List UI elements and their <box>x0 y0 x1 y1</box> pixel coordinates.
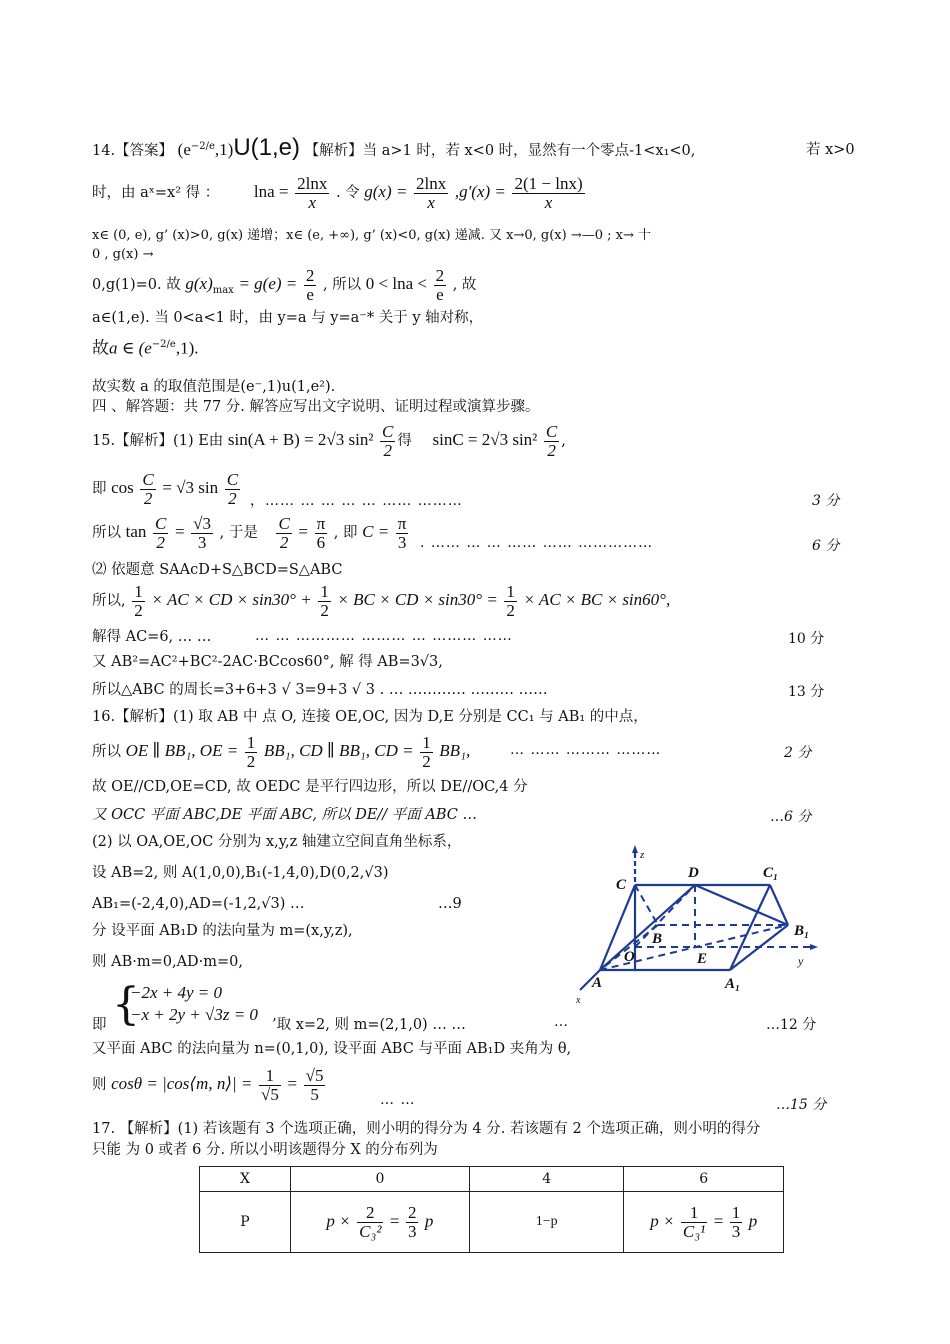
q16-half1-den: 2 <box>246 751 256 771</box>
p0-num: 2 <box>357 1204 383 1223</box>
p0-num2: 2 <box>407 1202 417 1222</box>
q16-half1 <box>245 734 258 771</box>
q15-line2 <box>92 468 242 509</box>
q14-frac4-num: 2 <box>305 265 315 285</box>
q15-two5: 2 <box>156 532 165 552</box>
p0-frac1 <box>357 1204 383 1241</box>
q15-eq5: = <box>298 522 308 541</box>
q15-solve1: 解得 AC=6, … … <box>92 629 212 645</box>
q14-frac5-den: e <box>436 284 444 304</box>
q15-six: 6 <box>316 532 326 552</box>
p0-frac2 <box>406 1204 419 1241</box>
q16-sys1: −2x + 4y = 0 <box>130 983 223 1002</box>
q14-line5-end: , 故 <box>452 277 477 293</box>
q16-frac2 <box>304 1067 326 1104</box>
q15-perimeter: 所以△ABC 的周长=3+6+3 √ 3=9+3 √ 3 . … ………… ……… …… <box>92 682 548 698</box>
q14-frac5 <box>434 267 447 304</box>
q17-line2: 只能 为 0 或者 6 分. 所以小明该题得分 X 的分布列为 <box>92 1142 438 1158</box>
q16-frac1-den: √5 <box>260 1084 279 1104</box>
q15-score3: 3 分 <box>812 493 840 509</box>
q15-half3-num: 1 <box>506 581 515 601</box>
q16-dots15: … … <box>380 1092 416 1108</box>
q15-label: 15.【解析】(1) E <box>92 433 209 449</box>
q14-line7-end: ,1). <box>175 338 199 358</box>
q16-ze: 则 <box>92 1077 107 1093</box>
q15-area-eq1: × AC × CD × sin30° + <box>151 590 312 609</box>
q14-answer-a: (e <box>177 139 191 159</box>
q14-gprime: ,g′(x) = <box>454 182 506 201</box>
q15-eq4: = <box>174 522 185 541</box>
q16-score12: …12 分 <box>766 1017 817 1033</box>
q14-answer-b: ,1) <box>214 139 234 159</box>
q14-line7-prefix: 故 <box>92 338 109 359</box>
q15-c2: C <box>545 421 558 441</box>
q15-frac-c1 <box>380 423 395 460</box>
p6-den: C₃¹ <box>682 1221 706 1241</box>
q15-pi1: π <box>316 513 326 533</box>
q15-three: 3 <box>197 532 207 552</box>
q16-half2 <box>420 734 433 771</box>
q15-area-eq3: × AC × BC × sin60°, <box>523 590 671 609</box>
p0-pre: p × <box>326 1211 351 1230</box>
table-header-row <box>200 1167 784 1192</box>
q14-line7-math: a ∈ (e <box>109 338 152 358</box>
q14-line7 <box>92 336 199 358</box>
table-cell: P <box>200 1192 291 1253</box>
q16-line6: 设 AB=2, 则 A(1,0,0),B₁(-1,4,0),D(0,2,√3) <box>92 865 389 881</box>
p6-eq: = <box>713 1211 724 1230</box>
table-cell: 0 <box>290 1167 469 1192</box>
q15-half1-num: 1 <box>134 581 143 601</box>
section-4-heading: 四 、解答题：共 77 分. 解答应写出文字说明、证明过程或演算步骤。 <box>92 399 540 415</box>
q16-cos-eq: cosθ = |cos⟨m, n⟩| = <box>111 1074 253 1093</box>
q15-half1-den: 2 <box>134 600 143 620</box>
segment-OD-dashed <box>635 885 695 947</box>
q16-line1: 16.【解析】(1) 取 AB 中 点 O, 连接 OE,OC, 因为 D,E 分别是 CC₁ 与 AB₁ 的中点， <box>92 709 648 725</box>
p0-post: p <box>424 1211 434 1230</box>
q16-sys2: −x + 2y + √3z = 0 <box>130 1005 258 1024</box>
q15-half1 <box>132 583 145 620</box>
q16-math1: OE ∥ BB₁, OE = <box>125 741 239 760</box>
p6-num2: 1 <box>731 1202 741 1222</box>
q15-frac-c3 <box>140 471 155 508</box>
q14-max-sub: max <box>212 284 234 296</box>
label-C: C <box>616 877 627 893</box>
q15-frac-c4 <box>225 471 240 508</box>
p6-frac2 <box>730 1204 743 1241</box>
q15-c1: C <box>382 421 394 441</box>
q14-tail: 若 x>0 <box>806 142 855 158</box>
q15-dots6: . …… … … …… …… …………… <box>420 535 654 551</box>
q16-frac2-num: √5 <box>305 1065 324 1085</box>
q16-eq: = <box>287 1074 298 1093</box>
q15-two1: 2 <box>383 440 392 460</box>
q15-ji: 即 <box>92 481 107 497</box>
q15-score6: 6 分 <box>812 538 840 554</box>
q16-ji: 即 <box>92 1017 107 1033</box>
q15-two6: 2 <box>279 532 289 552</box>
label-B: B <box>652 931 663 947</box>
q14-line5-so: , 所以 <box>322 277 362 293</box>
q16-half2-den: 2 <box>422 751 431 771</box>
q16-cos-line <box>92 1064 327 1105</box>
q15-de: 得 <box>397 433 412 449</box>
q15-score13: 13 分 <box>788 684 825 700</box>
p6-pre: p × <box>650 1211 675 1230</box>
q14-lna: lna = <box>253 182 289 201</box>
q15-two2: 2 <box>547 440 556 460</box>
q16-half1-num: 1 <box>246 732 256 752</box>
q14-line2 <box>92 172 587 213</box>
q14-line5-eq: = g(e) = <box>238 274 298 293</box>
q14-frac3 <box>512 175 584 212</box>
q15-cos: cos <box>111 478 134 497</box>
q14-line6: a∈(1,e). 当 0<a<1 时，由 y=a 与 y=a⁻* 关于 y 轴对称， <box>92 310 484 326</box>
q15-pi2: π <box>397 513 407 533</box>
label-E: E <box>697 951 708 967</box>
q14-gmax: g(x) <box>185 274 213 293</box>
table-cell-p0 <box>290 1192 469 1253</box>
table-cell-p6 <box>624 1192 784 1253</box>
q15-half2 <box>318 583 331 620</box>
edge-CB-dashed <box>635 885 658 925</box>
label-y: y <box>798 954 804 968</box>
q15-ceq: C = <box>362 522 390 541</box>
q15-yushi: , 于是 <box>219 525 258 541</box>
q14-frac2 <box>414 175 448 212</box>
q15-sqrt3: √3 <box>193 513 211 533</box>
label-A1: A₁ <box>725 976 741 992</box>
q15-area-line <box>92 580 670 621</box>
segment-AD <box>600 885 695 970</box>
q16-line7-dots: …9 <box>438 896 462 912</box>
q16-line2 <box>92 731 470 772</box>
q15-half3-den: 2 <box>506 600 515 620</box>
q15-suoyi2: 所以, <box>92 593 126 609</box>
q16-frac1-num: 1 <box>259 1067 281 1086</box>
q17-line1: 17. 【解析】(1) 若该题有 3 个选项正确，则小明的得分为 4 分. 若该题有 2 个选项正确，则小明的得分 <box>92 1121 761 1137</box>
q15-part2: ⑵ 依题意 SAAcD+S△BCD=S△ABC <box>92 562 343 578</box>
q15-frac-sqrt3 <box>191 515 213 552</box>
q14-g: g(x) = <box>364 182 408 201</box>
q14-line5 <box>92 264 476 311</box>
q15-line3 <box>92 512 410 553</box>
q16-frac1 <box>259 1067 281 1104</box>
p0-eq: = <box>389 1211 400 1230</box>
q15-two4: 2 <box>228 488 237 508</box>
q15-tan: tan <box>125 522 147 541</box>
q14-line2-prefix: 时，由 aˣ=x² 得 ： <box>92 185 220 201</box>
label-D: D <box>688 865 699 881</box>
q14-line8: 故实数 a 的取值范围是(e⁻,1)u(1,e²). <box>92 379 336 395</box>
q16-line5: (2) 以 OA,OE,OC 分别为 x,y,z 轴建立空间直角坐标系， <box>92 834 462 850</box>
q15-c4: C <box>226 469 239 489</box>
q15-c5: C <box>155 513 167 533</box>
q15-half2-num: 1 <box>320 581 329 601</box>
q14-line5-prefix: 0,g(1)=0. 故 <box>92 277 181 293</box>
label-O: O <box>624 949 635 965</box>
label-C1: C₁ <box>763 865 779 881</box>
q15-dots3: ，…… … … … … …… ……… <box>250 493 463 509</box>
q14-frac5-num: 2 <box>435 265 445 285</box>
q15-eq2: sinC = 2√3 sin² <box>432 430 538 449</box>
p0-den: C₃² <box>359 1221 382 1241</box>
q15-frac-pi3 <box>396 515 409 552</box>
q16-math3: BB₁, <box>439 741 471 760</box>
q16-score15: …15 分 <box>776 1097 827 1113</box>
p6-den2: 3 <box>731 1221 741 1241</box>
q14-frac3-den: x <box>544 192 553 212</box>
q15-three2: 3 <box>397 532 407 552</box>
q15-dots10: … … ………… ……… … ……… …… <box>255 628 513 644</box>
q15-frac-c6 <box>276 515 291 552</box>
q15-frac-c5 <box>153 515 168 552</box>
prism-figure <box>570 845 840 1005</box>
q16-score6: …6 分 <box>770 809 812 825</box>
p6-post: p <box>748 1211 758 1230</box>
table-prob-row <box>200 1192 784 1253</box>
q14-line2-mid: . 令 <box>335 185 360 201</box>
q14-ineq: 0 < lna < <box>365 274 427 293</box>
q15-eq3-mid: = √3 sin <box>162 478 219 497</box>
q16-line4: 又 OCC 平面 ABC,DE 平面 ABC, 所以 DE// 平面 ABC … <box>92 807 478 823</box>
p0-den2: 3 <box>407 1221 417 1241</box>
q16-sys-tail: ’取 x=2, 则 m=(2,1,0) … … <box>272 1017 466 1033</box>
q14-frac2-den: x <box>427 192 435 212</box>
table-cell-p4: 1−p <box>469 1192 623 1253</box>
q16-dots12: … <box>554 1014 569 1030</box>
q15-half2-den: 2 <box>320 600 329 620</box>
q15-frac-pi6 <box>315 515 328 552</box>
q14-line3: x∈ (0, e), g’ (x)>0, g(x) 递增；x∈ (e, +∞), g’ (x)<0, g(x) 递减. 又 x→0, g(x) →—0 ; x→ 十 <box>92 228 651 243</box>
q15-c3: C <box>142 469 154 489</box>
q14-frac1-den: x <box>308 192 316 212</box>
q14-frac4-den: e <box>306 284 314 304</box>
q15-suoyi: 所以 <box>92 525 121 541</box>
table-cell: 4 <box>469 1167 623 1192</box>
q14-answer-union: U(1,e) <box>233 133 301 161</box>
label-B1: B₁ <box>794 923 810 939</box>
q15-eq1: sin(A + B) = 2√3 sin² <box>227 430 374 449</box>
label-x: x <box>576 995 581 1005</box>
q15-area-eq2: × BC × CD × sin30° = <box>337 590 498 609</box>
q16-line3: 故 OE//CD,OE=CD, 故 OEDC 是平行四边形，所以 DE//OC,4 分 <box>92 779 528 795</box>
q14-frac2-num: 2lnx <box>415 173 447 193</box>
edge-C1A1 <box>730 885 770 970</box>
q16-line11: 又平面 ABC 的法向量为 n=(0,1,0), 设平面 ABC 与平面 AB₁D 夹角为 θ, <box>92 1041 572 1057</box>
q16-line7: AB₁=(-2,4,0),AD=(-1,2,√3) … <box>92 896 305 912</box>
segment-DB1 <box>695 885 788 925</box>
q16-frac2-den: 5 <box>310 1084 319 1104</box>
q15-two3: 2 <box>143 488 153 508</box>
q15-half3 <box>504 583 517 620</box>
label-A: A <box>592 975 603 991</box>
q14-frac1-num: 2lnx <box>297 173 328 193</box>
q15-jic: , 即 <box>333 525 358 541</box>
q16-line8: 分 设平面 AB₁D 的法向量为 m=(x,y,z), <box>92 923 353 939</box>
q16-suoyi: 所以 <box>92 744 121 760</box>
y-arrow <box>810 944 818 950</box>
z-arrow <box>632 845 638 853</box>
q14-line1 <box>92 133 696 161</box>
q16-math2: BB₁, CD ∥ BB₁, CD = <box>263 741 414 760</box>
q15-cos-law: 又 AB²=AC²+BC²-2AC·BCcos60°, 解 得 AB=3√3, <box>92 654 443 670</box>
q16-brace: { <box>112 979 140 1030</box>
q15-comma: , <box>561 433 566 449</box>
p6-num: 1 <box>681 1204 707 1223</box>
label-z: z <box>640 849 645 861</box>
q14-analysis: 【解析】当 a>1 时，若 x<0 时，显然有一个零点-1<x₁<0, <box>304 142 696 159</box>
q14-frac4 <box>304 267 317 304</box>
q14-answer-exp: −2/e <box>190 141 215 152</box>
table-cell: X <box>200 1167 291 1192</box>
q15-score10: 10 分 <box>788 631 825 647</box>
q16-line9: 则 AB·m=0,AD·m=0, <box>92 954 244 970</box>
table-cell: 6 <box>624 1167 784 1192</box>
q15-c6: C <box>278 513 290 533</box>
q14-line7-exp: −2/e <box>151 339 176 350</box>
q15-by: 由 <box>208 433 224 449</box>
q14-line4: 0 , g(x) → <box>92 247 154 262</box>
distribution-table <box>199 1166 784 1253</box>
q15-line1 <box>92 420 566 461</box>
q14-frac3-num: 2(1 − lnx) <box>514 173 583 193</box>
p6-frac1 <box>681 1204 707 1241</box>
q16-half2-num: 1 <box>422 732 431 752</box>
q16-score2: 2 分 <box>784 745 812 761</box>
q14-frac1 <box>295 175 329 212</box>
q14-label: 14.【答案】 <box>92 142 174 159</box>
q16-dots2: … …… ……… ……… <box>510 742 662 758</box>
q15-frac-c2 <box>544 423 559 460</box>
